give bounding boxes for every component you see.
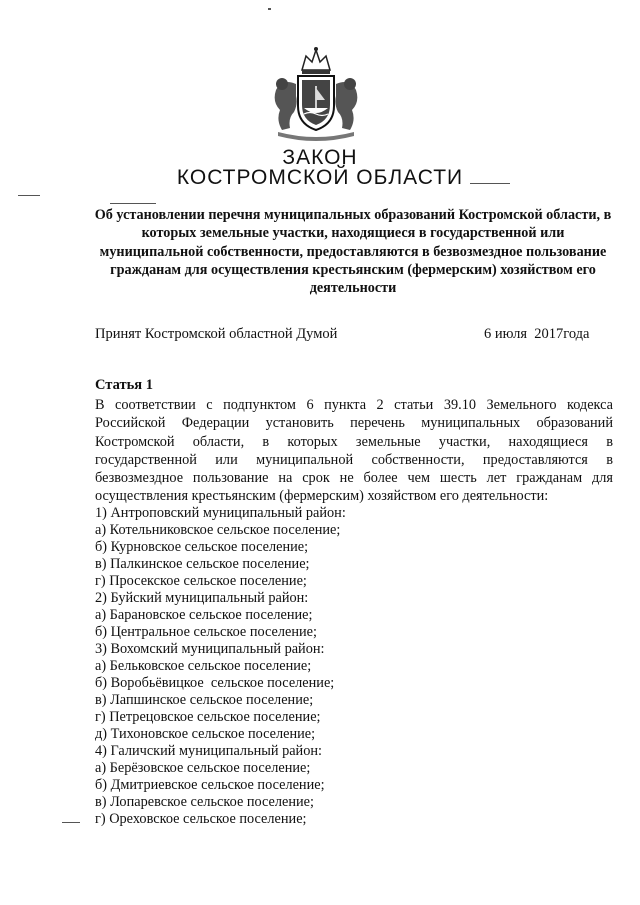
list-item: а) Бельковское сельское поселение; xyxy=(95,658,312,674)
list-item: б) Центральное сельское поселение; xyxy=(95,624,317,640)
list-item: 4) Галичский муниципальный район: xyxy=(95,743,322,759)
law-title: ЗАКОН xyxy=(282,146,358,169)
list-item: в) Лопаревское сельское поселение; xyxy=(95,794,314,810)
list-item: 1) Антроповский муниципальный район: xyxy=(95,505,346,521)
scan-mark xyxy=(18,195,40,196)
list-item: 3) Вохомский муниципальный район: xyxy=(95,641,325,657)
kostroma-coat-of-arms-icon xyxy=(262,44,370,144)
list-item: д) Тихоновское сельское поселение; xyxy=(95,726,316,742)
list-item: а) Котельниковское сельское поселение; xyxy=(95,522,341,538)
list-item: б) Курновское сельское поселение; xyxy=(95,539,309,555)
list-item: в) Палкинское сельское поселение; xyxy=(95,556,310,572)
article-heading: Статья 1 xyxy=(95,377,153,393)
list-item: г) Ореховское сельское поселение; xyxy=(95,811,307,827)
list-item: а) Барановское сельское поселение; xyxy=(95,607,313,623)
adoption-date: 6 июля 2017года xyxy=(484,326,590,342)
scan-mark xyxy=(110,203,156,204)
scan-mark xyxy=(268,8,271,10)
list-item: б) Воробьёвицкое сельское поселение; xyxy=(95,675,335,691)
list-item: б) Дмитриевское сельское поселение; xyxy=(95,777,325,793)
article-text: В соответствии с подпунктом 6 пункта 2 статьи 39.10 Земельного кодекса Российской Федерации установить перечень муниципальных образований Костромской области, в которых земельные участки, находящиеся в государственной или муниципальной собственности, предоставляются в безвозмездное пользование на срок не более чем шесть лет гражданам для осуществления крестьянским (фермерским) хозяйством его деятельности: xyxy=(95,397,613,505)
law-subject: Об установлении перечня муниципальных образований Костромской области, в которых земельные участки, находящиеся в государственной или муниципальной собственности, предоставляются в безвозмездное пользование гражданам для осуществления крестьянским (фермерским) хозяйством его деятельности xyxy=(94,207,612,297)
scan-mark xyxy=(62,822,80,823)
list-item: а) Берёзовское сельское поселение; xyxy=(95,760,311,776)
municipality-list xyxy=(95,505,346,828)
list-item: г) Просекское сельское поселение; xyxy=(95,573,307,589)
list-item: в) Лапшинское сельское поселение; xyxy=(95,692,314,708)
adopted-by: Принят Костромской областной Думой xyxy=(95,326,338,342)
region-title: КОСТРОМСКОЙ ОБЛАСТИ xyxy=(176,166,464,189)
list-item: 2) Буйский муниципальный район: xyxy=(95,590,309,606)
list-item: г) Петрецовское сельское поселение; xyxy=(95,709,321,725)
